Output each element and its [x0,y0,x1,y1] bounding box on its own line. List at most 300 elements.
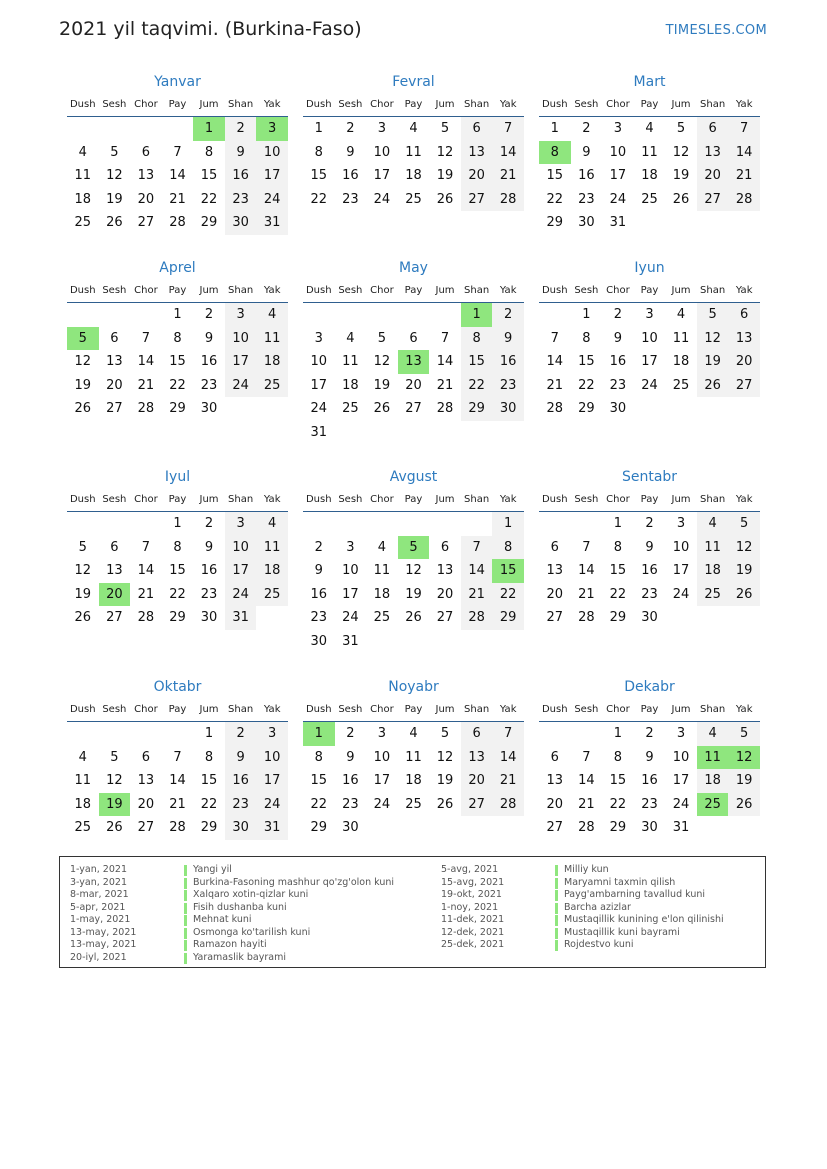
week-row [539,793,760,817]
day-cell: 4 [78,144,87,160]
day-cell: 18 [641,168,658,183]
day-cell: 13 [728,327,760,351]
day-cell: 23 [492,374,524,398]
weekday-header [67,698,288,722]
holiday-day: 5 [398,536,430,560]
day-cell: 24 [310,401,328,416]
day-cell: 12 [74,354,92,369]
day-cell: 11 [672,330,690,346]
weekday-label: Yak [263,704,281,715]
legend-date: 1-may, 2021 [70,914,131,925]
weekday-label: Shan [228,285,254,296]
day-cell: 7 [728,117,760,141]
day-cell: 26 [106,820,123,835]
empty-cell [99,303,131,327]
empty-cell [335,421,367,445]
weekday-label: Dush [305,99,332,110]
day-cell: 29 [200,820,218,835]
day-cell: 21 [492,769,524,793]
empty-cell [728,211,760,235]
day-cell: 29 [546,215,564,230]
holiday-day: 3 [256,117,288,141]
month-iyun [539,257,760,421]
weekday-label: Dush [69,494,96,505]
legend-holiday-name: Mustaqillik kunining e'lon qilinishi [564,914,724,925]
empty-cell [539,512,571,536]
day-cell: 24 [342,610,359,625]
day-cell: 9 [613,330,623,346]
day-cell: 9 [645,749,654,765]
empty-cell [256,606,288,630]
legend-marker [184,928,187,939]
day-cell: 30 [310,633,328,649]
week-row [303,397,524,421]
legend-marker [555,903,558,914]
day-cell: 26 [728,793,760,817]
day-cell: 19 [106,191,123,207]
weekday-label: Dush [541,285,568,296]
day-cell: 18 [256,350,288,374]
day-cell: 23 [641,586,658,602]
day-cell: 12 [373,354,391,369]
empty-cell [539,303,571,327]
empty-cell [634,211,666,235]
day-cell: 5 [440,121,450,136]
day-cell: 26 [405,610,422,625]
day-cell: 12 [106,168,123,183]
weekday-label: Chor [134,494,158,505]
legend-marker [184,878,187,889]
day-cell: 20 [697,164,729,188]
day-cell: 14 [169,773,186,788]
day-cell: 7 [141,330,151,346]
weekday-label: Chor [370,285,394,296]
day-cell: 21 [546,377,564,393]
month-mart [539,71,760,235]
day-cell: 2 [613,307,623,322]
day-cell: 15 [578,354,595,369]
day-cell: 8 [613,749,623,765]
empty-cell [665,211,697,235]
empty-cell [634,397,666,421]
weekday-label: Sesh [338,99,363,110]
day-cell: 4 [409,121,418,136]
week-row [539,722,760,746]
legend-holiday-name: Mehnat kuni [193,914,252,925]
empty-cell [366,816,398,840]
weekday-label: Jum [671,494,691,505]
day-cell: 21 [137,377,155,393]
day-cell: 16 [342,168,359,183]
week-row [539,188,760,212]
day-cell: 26 [728,583,760,607]
week-row [539,559,760,583]
weekday-label: Sesh [574,285,599,296]
legend-marker [555,940,558,951]
day-cell: 15 [200,168,218,183]
day-cell: 13 [106,563,123,578]
day-cell: 17 [672,563,690,578]
day-cell: 11 [256,536,288,560]
empty-cell [67,512,99,536]
day-cell: 10 [310,354,328,369]
day-cell: 13 [546,773,564,788]
day-cell: 25 [405,796,422,812]
empty-cell [398,630,430,654]
week-row [539,746,760,770]
day-cell: 30 [609,401,627,416]
weekday-label: Yak [263,99,281,110]
month-title: May [399,260,428,276]
day-cell: 19 [672,168,690,183]
day-cell: 10 [342,563,359,578]
week-row [67,141,288,165]
week-row [67,559,288,583]
weekday-label: Jum [435,494,455,505]
day-cell: 6 [141,749,151,765]
day-cell: 22 [578,377,595,393]
day-cell: 8 [314,144,323,160]
weekday-header [539,93,760,117]
legend-date: 3-yan, 2021 [70,876,127,888]
day-cell: 25 [256,583,288,607]
weekday-label: Pay [404,704,423,715]
day-cell: 18 [697,769,729,793]
weekday-label: Pay [168,99,187,110]
day-cell: 24 [256,793,288,817]
holiday-day: 5 [67,327,99,351]
day-cell: 30 [578,215,595,230]
day-cell: 7 [173,144,182,160]
week-row [67,327,288,351]
day-cell: 4 [256,303,288,327]
weekday-header [539,488,760,512]
day-cell: 28 [492,793,524,817]
day-cell: 19 [728,559,760,583]
day-cell: 27 [461,188,493,212]
weekday-label: Jum [199,704,219,715]
brand-link[interactable]: TIMESLES.COM [665,23,767,38]
day-cell: 29 [609,610,627,625]
legend-holiday-name: Rojdestvo kuni [564,939,634,950]
empty-cell [67,722,99,746]
day-cell: 16 [641,563,658,578]
day-cell: 25 [256,374,288,398]
day-cell: 21 [137,586,155,602]
day-cell: 19 [436,773,454,788]
day-cell: 24 [672,796,690,812]
day-cell: 18 [74,796,92,812]
day-cell: 25 [342,401,359,416]
day-cell: 3 [645,307,654,322]
day-cell: 2 [204,307,214,322]
day-cell: 11 [697,536,729,560]
day-cell: 14 [728,141,760,165]
weekday-label: Jum [199,494,219,505]
week-row [303,350,524,374]
day-cell: 9 [225,746,257,770]
weekday-label: Shan [464,99,490,110]
day-cell: 10 [641,330,658,346]
day-cell: 4 [346,330,355,346]
month-title: Noyabr [388,679,439,695]
empty-cell [492,816,524,840]
day-cell: 23 [641,796,658,812]
day-cell: 27 [137,820,155,835]
day-cell: 20 [436,586,454,602]
day-cell: 16 [225,164,257,188]
weekday-label: Chor [134,285,158,296]
day-cell: 4 [409,726,418,741]
day-cell: 21 [578,586,595,602]
empty-cell [303,512,335,536]
day-cell: 8 [173,330,182,346]
weekday-label: Sesh [102,99,127,110]
week-row [539,350,760,374]
day-cell: 17 [373,168,391,183]
month-title: Avgust [389,469,438,485]
day-cell: 8 [204,144,214,160]
empty-cell [99,512,131,536]
day-cell: 25 [641,191,658,207]
day-cell: 7 [550,330,559,346]
legend-holiday-name: Payg'ambarning tavallud kuni [564,889,706,900]
day-cell: 5 [728,722,760,746]
day-cell: 10 [373,144,391,160]
empty-cell [67,303,99,327]
day-cell: 25 [74,820,92,835]
day-cell: 23 [200,377,218,393]
week-row [303,816,524,840]
day-cell: 29 [310,820,328,835]
day-cell: 22 [310,796,328,812]
legend-date: 19-okt, 2021 [441,889,502,900]
empty-cell [429,630,461,654]
day-cell: 30 [225,211,257,235]
legend-marker [555,890,558,901]
day-cell: 21 [169,191,186,207]
day-cell: 23 [200,586,218,602]
day-cell: 7 [173,749,182,765]
day-cell: 6 [461,117,493,141]
week-row [539,536,760,560]
day-cell: 16 [310,586,328,602]
week-row [539,164,760,188]
week-row [303,421,524,445]
day-cell: 19 [697,350,729,374]
week-row [67,606,288,630]
day-cell: 10 [225,327,257,351]
week-row [539,583,760,607]
day-cell: 17 [256,164,288,188]
week-row [539,303,760,327]
day-cell: 24 [256,188,288,212]
weekday-label: Chor [606,704,630,715]
day-cell: 29 [200,215,218,230]
day-cell: 9 [225,141,257,165]
day-cell: 21 [169,796,186,812]
weekday-label: Yak [499,494,517,505]
week-row [539,512,760,536]
weekday-label: Shan [700,285,726,296]
day-cell: 3 [225,512,257,536]
weekday-header [539,279,760,303]
day-cell: 15 [200,773,218,788]
day-cell: 6 [409,330,418,346]
weekday-label: Sesh [574,494,599,505]
legend-holiday-name: Yangi yil [193,864,232,875]
day-cell: 1 [173,307,182,322]
day-cell: 2 [346,726,355,741]
legend-marker [184,865,187,876]
empty-cell [728,606,760,630]
day-cell: 3 [377,726,387,741]
day-cell: 27 [436,610,454,625]
day-cell: 8 [613,539,623,555]
day-cell: 28 [137,610,155,625]
weekday-label: Pay [168,704,187,715]
day-cell: 30 [641,820,658,835]
day-cell: 27 [697,188,729,212]
day-cell: 4 [377,539,387,555]
empty-cell [366,512,398,536]
weekday-label: Chor [606,285,630,296]
empty-cell [398,421,430,445]
legend-holiday-name: Yaramaslik bayrami [193,951,286,963]
day-cell: 27 [461,793,493,817]
day-cell: 12 [436,749,454,765]
day-cell: 11 [74,773,92,788]
weekday-label: Jum [435,704,455,715]
day-cell: 11 [342,354,359,369]
weekday-label: Chor [606,494,630,505]
day-cell: 7 [582,539,591,555]
weekday-label: Sesh [338,494,363,505]
month-title: Fevral [392,74,435,90]
day-cell: 11 [405,144,422,160]
weekday-label: Yak [735,704,753,715]
day-cell: 20 [461,164,493,188]
day-cell: 18 [256,559,288,583]
empty-cell [130,722,162,746]
weekday-header [303,698,524,722]
day-cell: 8 [492,536,524,560]
weekday-label: Yak [263,285,281,296]
day-cell: 22 [169,377,186,393]
empty-cell [303,303,335,327]
empty-cell [492,630,524,654]
week-row [539,606,760,630]
day-cell: 14 [492,746,524,770]
day-cell: 7 [440,330,450,346]
day-cell: 1 [550,121,559,136]
day-cell: 17 [641,354,658,369]
day-cell: 28 [578,610,595,625]
day-cell: 22 [200,796,218,812]
weekday-label: Dush [305,494,332,505]
week-row [539,211,760,235]
week-row [303,559,524,583]
day-cell: 6 [141,144,151,160]
day-cell: 17 [310,377,328,393]
day-cell: 6 [550,749,559,765]
week-row [67,583,288,607]
day-cell: 13 [697,141,729,165]
month-title: Yanvar [154,74,201,90]
day-cell: 21 [728,164,760,188]
week-row [303,303,524,327]
empty-cell [571,722,603,746]
empty-cell [461,421,493,445]
holiday-day: 12 [728,746,760,770]
week-row [303,793,524,817]
day-cell: 3 [676,516,686,531]
holiday-day: 19 [99,793,131,817]
day-cell: 2 [582,121,591,136]
day-cell: 6 [461,722,493,746]
day-cell: 15 [609,563,627,578]
weekday-label: Jum [435,285,455,296]
day-cell: 17 [225,350,257,374]
weekday-label: Jum [671,285,691,296]
empty-cell [130,303,162,327]
day-cell: 17 [256,769,288,793]
weekday-label: Sesh [574,99,599,110]
weekday-label: Shan [464,704,490,715]
week-row [539,327,760,351]
day-cell: 5 [676,121,686,136]
day-cell: 7 [461,536,493,560]
day-cell: 12 [672,144,690,160]
day-cell: 18 [74,191,92,207]
day-cell: 20 [405,377,422,393]
empty-cell [665,397,697,421]
month-sentabr [539,466,760,630]
week-row [67,350,288,374]
day-cell: 19 [74,586,92,602]
week-row [67,164,288,188]
day-cell: 3 [676,726,686,741]
day-cell: 30 [342,820,359,835]
day-cell: 15 [609,773,627,788]
day-cell: 24 [373,191,391,207]
day-cell: 23 [225,793,257,817]
day-cell: 23 [578,191,595,207]
legend-holiday-name: Osmonga ko'tarilish kuni [193,926,311,938]
weekday-label: Shan [464,494,490,505]
day-cell: 26 [436,191,454,207]
day-cell: 9 [582,144,591,160]
legend-date: 25-dek, 2021 [441,939,505,950]
day-cell: 2 [204,516,214,531]
day-cell: 14 [578,563,595,578]
day-cell: 27 [405,401,422,416]
weekday-label: Shan [228,704,254,715]
day-cell: 16 [225,769,257,793]
weekday-label: Pay [404,494,423,505]
day-cell: 12 [728,536,760,560]
legend-marker [184,890,187,901]
day-cell: 29 [578,401,595,416]
day-cell: 5 [440,726,450,741]
legend-date: 5-apr, 2021 [70,901,126,913]
day-cell: 7 [141,539,151,555]
empty-cell [366,630,398,654]
empty-cell [492,421,524,445]
empty-cell [130,512,162,536]
month-fevral [303,71,524,211]
day-cell: 3 [314,330,323,346]
